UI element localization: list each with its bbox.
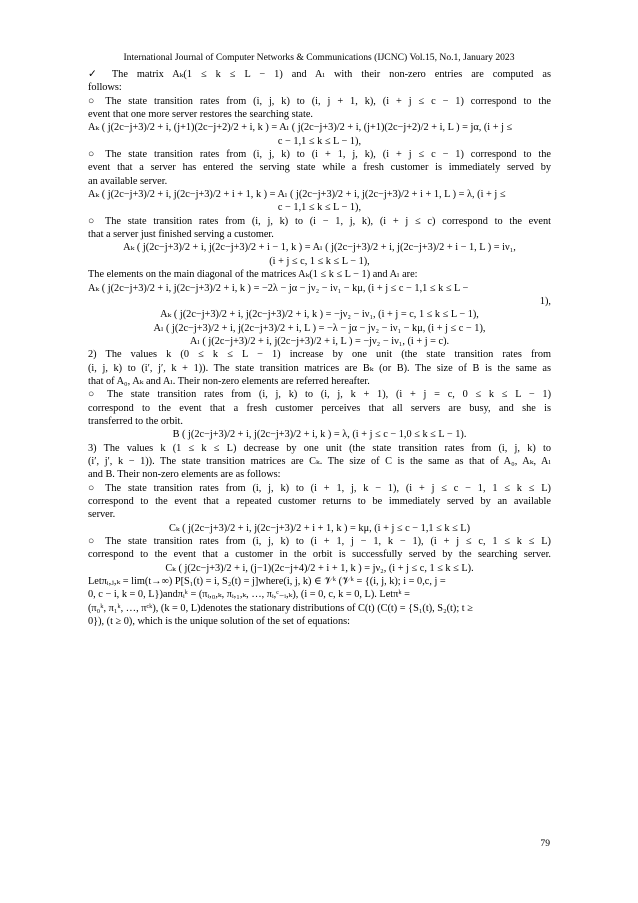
text-line: (i + j ≤ c, 1 ≤ k ≤ L − 1), [269, 255, 370, 267]
text-line: event that one more server restores the searching state. [88, 109, 314, 121]
text-line: (π₀ᵏ, π₁ᵏ, …, πᶜᵏ), (k = 0, L)denotes the stationary distributions of C(t) (C(t) = {S₁(t), S₂(t); t ≥ [88, 602, 473, 614]
text-line: ○ The state transition rates from (i, j, k) to (i + 1, j − 1, k − 1), (i + j ≤ c, 1 ≤ k ≤ L) [88, 536, 551, 548]
text-line: 1), [539, 295, 551, 307]
text-line: c − 1,1 ≤ k ≤ L − 1), [277, 135, 362, 147]
text-line: that of A₀, Aₖ and Aₗ. Their non-zero elements are referred hereafter. [88, 375, 370, 387]
text-line: correspond to the event that a repeated customer returns to be immediately served by an available [88, 496, 551, 507]
text-line: Aₖ ( j(2c−j+3)/2 + i, j(2c−j+3)/2 + i, k ) = −jν₂ − iν₁, (i + j = c, 1 ≤ k ≤ L − 1), [160, 309, 479, 321]
page-number: 79 [540, 838, 550, 849]
text-line: 2) The values k (0 ≤ k ≤ L − 1) increase by one unit (the state transition rates from [88, 349, 551, 361]
text-line: B ( j(2c−j+3)/2 + i, j(2c−j+3)/2 + i, k ) = λ, (i + j ≤ c − 1,0 ≤ k ≤ L − 1). [172, 429, 467, 441]
text-line: c − 1,1 ≤ k ≤ L − 1), [277, 202, 362, 214]
text-line: and B. Their non-zero elements are as follows: [88, 469, 281, 481]
text-line: Aₖ ( j(2c−j+3)/2 + i, j(2c−j+3)/2 + i + 1, k ) = Aₗ ( j(2c−j+3)/2 + i, j(2c−j+3)/2 + i + 1, L ) = λ, (i + j ≤ [88, 189, 506, 201]
text-line: ○ The state transition rates from (i, j, k) to (i, j + 1, k), (i + j ≤ c − 1) correspond to the [88, 95, 551, 107]
text-line: server. [88, 509, 116, 521]
text-line: ○ The state transition rates from (i, j, k) to (i + 1, j, k − 1), (i + j ≤ c − 1, 1 ≤ k ≤ L) [88, 482, 551, 494]
text-line: ○ The state transition rates from (i, j, k) to (i − 1, j, k), (i + j ≤ c) correspond to the event [88, 215, 551, 227]
text-line: The elements on the main diagonal of the matrices Aₖ(1 ≤ k ≤ L − 1) and Aₗ are: [88, 269, 418, 281]
running-header: International Journal of Computer Networks & Communications (IJCNC) Vol.15, No.1, January 2023 [123, 52, 515, 63]
text-line: Cₖ ( j(2c−j+3)/2 + i, j(2c−j+3)/2 + i + 1, k ) = kμ, (i + j ≤ c − 1,1 ≤ k ≤ L) [168, 522, 471, 534]
text-line: ○ The state transition rates from (i, j, k) to (i + 1, j, k), (i + j ≤ c − 1) correspond to the [88, 149, 551, 161]
text-line: 0}), (t ≥ 0), which is the unique solution of the set of equations: [88, 616, 350, 628]
text-line: 0, c − i, k = 0, L})andπᵢᵏ = (πᵢ,₀,ₖ, πᵢ,₁,ₖ, …, πᵢ,ᶜ₋ᵢ,ₖ), (i = 0, c, k = 0, L). Letπᵏ = [88, 589, 410, 601]
text-line: Aₖ ( j(2c−j+3)/2 + i, j(2c−j+3)/2 + i, k ) = −2λ − jα − jν₂ − iν₁ − kμ, (i + j ≤ c − 1,1 ≤ k ≤ L − [88, 282, 469, 294]
text-line: transferred to the orbit. [88, 415, 183, 427]
text-line: Aₖ ( j(2c−j+3)/2 + i, (j+1)(2c−j+2)/2 + i, k ) = Aₗ ( j(2c−j+3)/2 + i, (j+1)(2c−j+2)/2 + i, L ) = jα, (i + j ≤ [88, 122, 513, 134]
text-line: Aₗ ( j(2c−j+3)/2 + i, j(2c−j+3)/2 + i, L ) = −jν₂ − iν₁, (i + j = c). [189, 335, 450, 347]
main-text [88, 68, 551, 628]
text-line: ○ The state transition rates from (i, j, k) to (i, j, k + 1), (i + j = c, 0 ≤ k ≤ L − 1) [88, 389, 551, 401]
text-line: (i, j, k) to (i′, j′, k + 1)). The state transition matrices are Bₖ (or B). The size of B is the same as [88, 362, 551, 374]
text-line: event that a server has entered the serving state while a fresh customer is immediately served by [88, 162, 551, 174]
text-line: Aₖ ( j(2c−j+3)/2 + i, j(2c−j+3)/2 + i − 1, k ) = Aₗ ( j(2c−j+3)/2 + i, j(2c−j+3)/2 + i − 1, L ) = iν₁, [123, 242, 516, 254]
text-line: correspond to the event that a fresh customer perceives that all servers are busy, and she is [88, 402, 551, 414]
text-line: (i′, j′, k − 1)). The state transition matrices are Cₖ. The size of C is the same as that of A₀, Aₖ, Aₗ [88, 455, 551, 467]
text-line: Letπᵢ,ⱼ,ₖ = lim(t→∞) P[S₁(t) = i, S₂(t) = j]where(i, j, k) ∈ 𝒱ᵏ (𝒱ᵏ = {(i, j, k); i = 0,c, j = [88, 576, 446, 588]
text-line: correspond to the event that a customer in the orbit is successfully served by the searching server. [88, 549, 551, 561]
text-line: 3) The values k (1 ≤ k ≤ L) decrease by one unit (the state transition rates from (i, j, k) to [88, 442, 551, 454]
text-line: that a server just finished serving a customer. [88, 229, 274, 241]
text-line: Cₖ ( j(2c−j+3)/2 + i, (j−1)(2c−j+4)/2 + i + 1, k ) = jν₂, (i + j ≤ c, 1 ≤ k ≤ L). [165, 562, 474, 574]
text-line: follows: [88, 82, 122, 94]
text-line: Aₗ ( j(2c−j+3)/2 + i, j(2c−j+3)/2 + i, L ) = −λ − jα − jν₂ − iν₁ − kμ, (i + j ≤ c − 1), [153, 322, 486, 334]
text-line: ✓ The matrix Aₖ(1 ≤ k ≤ L − 1) and Aₗ with their non-zero entries are computed as [88, 69, 551, 80]
text-line: an available server. [88, 175, 168, 187]
